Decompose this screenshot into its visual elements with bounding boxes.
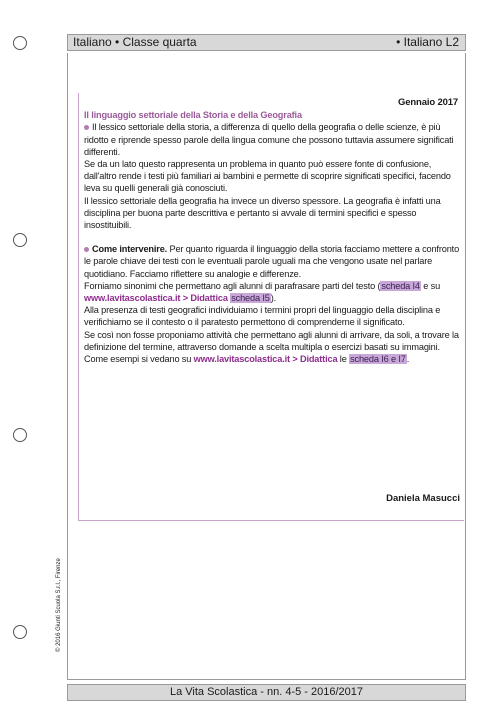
author-signature: Daniela Masucci — [386, 493, 460, 504]
header-subject: Italiano • Classe quarta — [73, 35, 197, 49]
website-link-2[interactable]: www.lavitascolastica.it > Didattica — [193, 354, 338, 365]
paragraph-geography-lexicon: Il lessico settoriale della geografia ha invece un diverso spessore. La geografia è infatti una disciplina per buona parte descrittiva e pertanto si avvale di termini specifici e spesso insostituibili. — [84, 195, 441, 231]
paragraph-confusion: Se da un lato questo rappresenta un problema in quanto può essere fonte di confusione, dall'altro rende i testi più familiari ai bambini e permette di scoprire significati specifici, facendo leva su quelli generali già conosciuti. — [84, 159, 451, 194]
scheda-i6-i7-tag[interactable]: scheda I6 e I7 — [350, 354, 406, 365]
footer-bar — [67, 684, 466, 701]
how-to-intervene-label: Come intervenire. — [92, 244, 168, 255]
header-section: • Italiano L2 — [396, 35, 459, 49]
binder-hole-4 — [13, 625, 27, 639]
binder-hole-3 — [13, 428, 27, 442]
binder-hole-2 — [13, 233, 27, 247]
binder-hole-1 — [13, 36, 27, 50]
copyright-note: © 2016 Giunti Scuola S.r.l., Firenze — [56, 558, 62, 652]
bullet-icon — [84, 247, 89, 252]
paragraph-how-to-intervene: Come intervenire. Per quanto riguarda il linguaggio della storia facciamo mettere a confronto le parole chiave dei testi con le eventuali parole uguali ma che vengono usate nel parlare quotidiano. Facciamo riflettere su analogie e differenze. — [84, 244, 460, 279]
website-link[interactable]: www.lavitascolastica.it > Didattica — [84, 293, 228, 304]
article-date: Gennaio 2017 — [398, 97, 458, 108]
paragraph-geographic-texts: Alla presenza di testi geografici individuiamo i termini propri del linguaggio della disciplina e verifichiamo se il contesto o il paratesto permettono di comprenderne il significato. — [84, 305, 441, 328]
header-bar — [67, 34, 466, 51]
article-content — [84, 97, 462, 365]
frame-bottom-rule — [67, 679, 466, 680]
article-title: Il linguaggio settoriale della Storia e della Geografia — [84, 110, 302, 121]
footer-text: La Vita Scolastica - nn. 4-5 - 2016/2017 — [169, 686, 364, 698]
scheda-i4-tag[interactable]: scheda I4 — [381, 280, 420, 291]
scheda-i5-tag[interactable]: scheda I5 — [231, 293, 270, 304]
paragraph-history-lexicon: Il lessico settoriale della storia, a differenza di quello della geografia o delle scienze, è più ridotto e riprende spesso parole della lingua comune che possono tuttavia assumere significati differenti. — [84, 122, 454, 157]
paragraph-synonyms: Forniamo sinonimi che permettano agli alunni di parafrasare parti del testo (scheda I4 e su www.lavitascolastica.it > Didattica scheda I5). — [84, 280, 441, 304]
paragraph-activities: Se così non fosse proponiamo attività che permettano agli alunni di arrivare, da soli, a trovare la definizione del termine, attraverso domande a scelta multipla o esercizi basati su immagini. Come esempi si vedano su www.lavitascolastica.it > Didattica le scheda I6 e I7. — [84, 329, 459, 365]
bullet-icon — [84, 125, 89, 130]
